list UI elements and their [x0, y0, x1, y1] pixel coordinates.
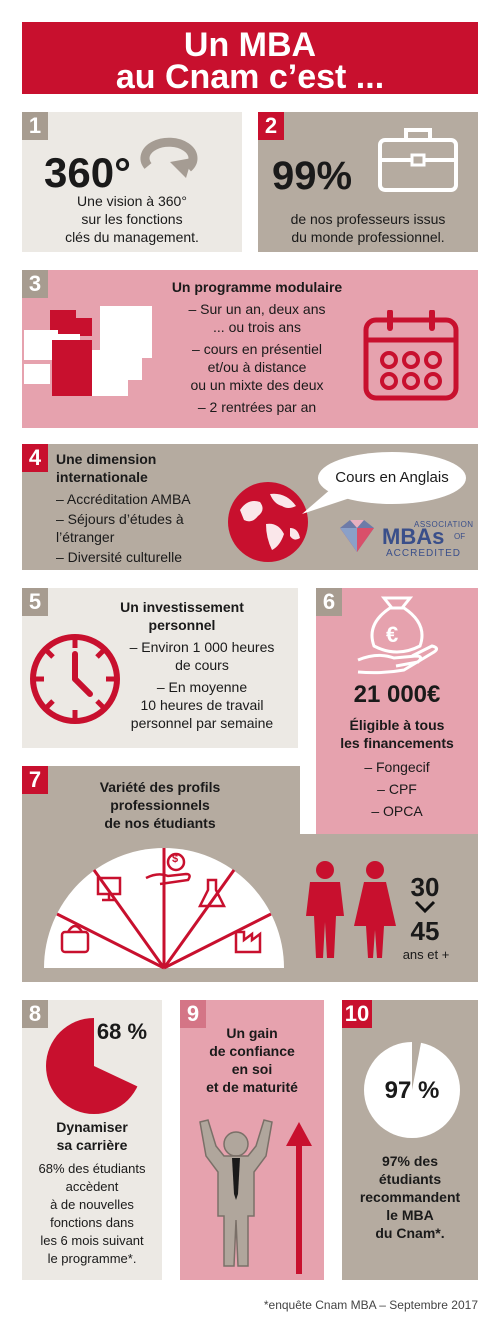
section-10-line1: 97% des	[381, 1153, 439, 1169]
section-4-title1: Une dimension	[56, 451, 157, 467]
section-2-line2: du monde professionnel.	[291, 229, 445, 245]
section-4-bubble-text: Cours en Anglais	[335, 469, 449, 486]
section-1-line1: Une vision à 360°	[77, 193, 187, 209]
section-8-line4: fonctions dans	[50, 1215, 134, 1230]
section-1-line2: sur les fonctions	[81, 211, 183, 227]
section-10-line5: du Cnam*.	[375, 1225, 445, 1241]
section-10	[342, 1000, 478, 1280]
header-line2: au Cnam c’est ...	[115, 58, 385, 96]
amba-of: OF	[454, 532, 466, 541]
section-8-pct: 68 %	[96, 1019, 148, 1044]
section-3-line3: – cours en présentiel	[192, 341, 322, 357]
amba-mbas: MBAs	[382, 524, 445, 549]
section-5-line2: de cours	[175, 657, 229, 673]
section-2-big: 99%	[272, 154, 353, 198]
section-4-line1: – Accréditation AMBA	[56, 491, 191, 507]
clock-icon	[26, 630, 124, 728]
section-10-number: 10	[342, 1000, 372, 1028]
section-3-line1: – Sur un an, deux ans	[188, 301, 326, 317]
section-5	[22, 588, 298, 748]
section-6-sub2: les financements	[340, 735, 454, 751]
amba-accredited: ACCREDITED	[386, 548, 462, 559]
age-to: 45	[410, 916, 440, 946]
section-9-line4: et de maturité	[206, 1079, 298, 1095]
section-9-line2: de confiance	[209, 1043, 295, 1059]
section-6-line2: – CPF	[377, 781, 417, 797]
section-2-line1: de nos professeurs issus	[290, 211, 446, 227]
section-4-line2: – Séjours d’études à	[56, 511, 184, 527]
section-7-title3: de nos étudiants	[104, 815, 216, 831]
section-3-line4: et/ou à distance	[207, 359, 307, 375]
header-banner	[22, 22, 478, 94]
section-6	[316, 588, 478, 834]
professions-fan-chart	[40, 844, 288, 972]
section-4-title2: internationale	[56, 469, 148, 485]
section-3	[22, 270, 478, 428]
section-9-line3: en soi	[231, 1061, 273, 1077]
euro-symbol: €	[386, 622, 399, 647]
section-7-number: 7	[22, 766, 48, 794]
section-10-line4: le MBA	[386, 1207, 434, 1223]
section-3-line6: – 2 rentrées par an	[197, 399, 317, 415]
section-8-title2: sa carrière	[56, 1137, 128, 1153]
section-4	[22, 444, 478, 570]
section-5-line5: personnel par semaine	[130, 715, 274, 731]
section-7-title2: professionnels	[110, 797, 210, 813]
section-3-line5: ou un mixte des deux	[190, 377, 324, 393]
up-arrow-icon	[284, 1120, 314, 1276]
section-8-line3: à de nouvelles	[50, 1197, 134, 1212]
section-1	[22, 112, 242, 252]
section-6-line1: – Fongecif	[364, 759, 430, 775]
section-6-sub1: Éligible à tous	[349, 717, 445, 733]
section-5-number: 5	[22, 588, 48, 616]
amba-association: ASSOCIATION	[414, 520, 474, 529]
footer-note: *enquête Cnam MBA – Septembre 2017	[263, 1298, 478, 1312]
header-line1: Un MBA	[183, 26, 317, 64]
section-5-line1: – Environ 1 000 heures	[129, 639, 275, 655]
person-female-icon	[350, 860, 400, 960]
section-7-title1: Variété des profils	[99, 779, 221, 795]
age-from: 30	[410, 872, 440, 902]
section-2-number: 2	[258, 112, 284, 140]
section-3-number: 3	[22, 270, 48, 298]
section-3-line2: ... ou trois ans	[213, 319, 301, 335]
age-suffix: ans et +	[402, 947, 450, 962]
section-10-line2: étudiants	[378, 1171, 442, 1187]
chevron-down-icon	[414, 900, 436, 914]
section-8-number: 8	[22, 1000, 48, 1028]
confident-person-icon	[190, 1116, 282, 1276]
briefcase-icon	[376, 120, 460, 194]
section-8-line5: les 6 mois suivant	[40, 1233, 144, 1248]
section-8	[22, 1000, 162, 1280]
dollar-symbol: $	[172, 853, 179, 865]
section-5-title2: personnel	[148, 617, 216, 633]
section-5-title1: Un investissement	[120, 599, 244, 615]
section-4-number: 4	[22, 444, 48, 472]
section-10-pct: 97 %	[384, 1077, 440, 1104]
section-8-line1: 68% des étudiants	[38, 1161, 146, 1176]
section-6-amount: 21 000€	[353, 681, 441, 708]
section-9-number: 9	[180, 1000, 206, 1028]
section-6-line3: – OPCA	[371, 803, 423, 819]
section-8-title1: Dynamiser	[56, 1119, 128, 1135]
calendar-icon	[362, 310, 460, 402]
section-4-line4: – Diversité culturelle	[56, 549, 183, 565]
section-1-big: 360°	[44, 149, 131, 196]
section-5-line3: – En moyenne	[156, 679, 248, 695]
section-5-line4: 10 heures de travail	[140, 697, 264, 713]
section-9	[180, 1000, 324, 1280]
section-10-line3: recommandent	[359, 1189, 461, 1205]
section-1-line3: clés du management.	[65, 229, 199, 245]
section-1-number: 1	[22, 112, 48, 140]
section-3-title: Un programme modulaire	[171, 279, 343, 295]
section-4-line3: l’étranger	[56, 529, 115, 545]
section-8-line6: le programme*.	[47, 1251, 137, 1266]
amba-diamond-icon	[336, 520, 378, 554]
section-6-number: 6	[316, 588, 342, 616]
section-8-line2: accèdent	[65, 1179, 119, 1194]
section-9-line1: Un gain	[226, 1025, 278, 1041]
person-male-icon	[300, 860, 350, 960]
section-2	[258, 112, 478, 252]
